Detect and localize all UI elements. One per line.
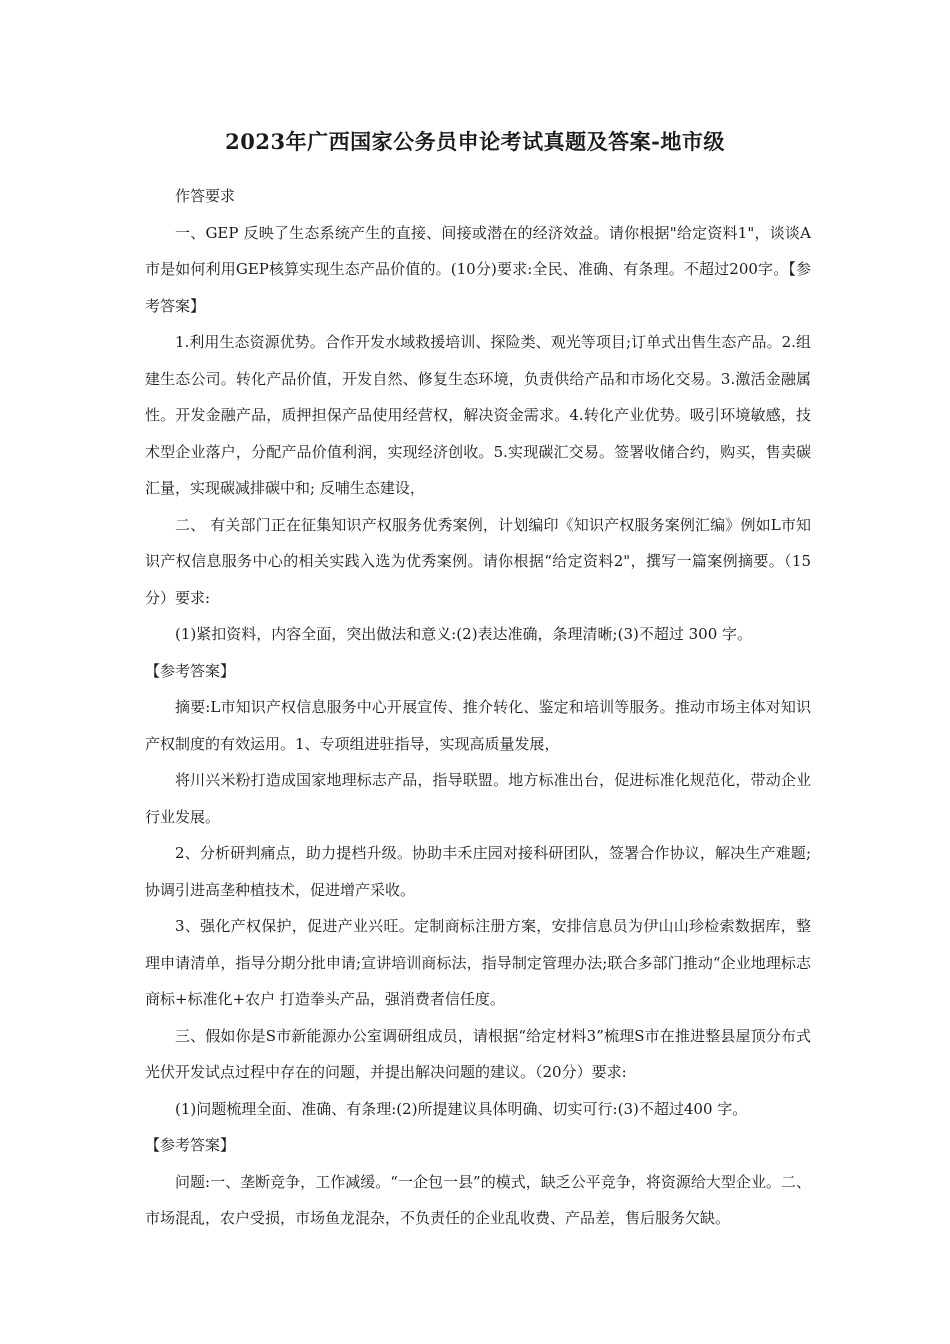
paragraph: 【参考答案】: [145, 661, 236, 680]
paragraph: 作答要求: [175, 187, 236, 205]
paragraph: 1.利用生态资源优势。合作开发水域救援培训、探险类、观光等项目;订单式出售生态产品。2.组建生态公司。转化产品价值，开发自然、修复生态环境，负责供给产品和市场化交易。3.激活金融属性。开发金融产品，质押担保产品使用经营权，解决资金需求。4.转化产业优势。吸引环境敏感，技术型企业落户，分配产品价值利润，实现经济创收。5.实现碳汇交易。签署收储合约，购买，售卖碳汇量，实现碳减排碳中和; 反哺生态建设，: [145, 333, 811, 497]
paragraph: 摘要:L市知识产权信息服务中心开展宣传、推介转化、鉴定和培训等服务。推动市场主体对知识产权制度的有效运用。1、专项组进驻指导，实现高质量发展，: [145, 698, 811, 753]
document-body: [145, 178, 811, 1237]
paragraph: 三、假如你是S市新能源办公室调研组成员，请根据“给定材料3”梳理S市在推进整县屋顶分布式光伏开发试点过程中存在的问题，并提出解决问题的建议。（20分）要求:: [145, 1026, 811, 1081]
paragraph: (1)问题梳理全面、准确、有条理:(2)所提建议具体明确、切实可行:(3)不超过400 字。: [175, 1099, 748, 1118]
paragraph: 【参考答案】: [145, 1136, 236, 1154]
document-title: 2023年广西国家公务员申论考试真题及答案-地市级: [225, 129, 725, 154]
paragraph: (1)紧扣资料，内容全面，突出做法和意义:(2)表达准确，条理清晰;(3)不超过 300 字。: [175, 625, 753, 643]
paragraph: 二、 有关部门正在征集知识产权服务优秀案例，计划编印《知识产权服务案例汇编》例如L市知识产权信息服务中心的相关实践入选为优秀案例。请你根据“给定资料2"，撰写一篇案例摘要。（15分）要求:: [145, 515, 811, 607]
paragraph: 将川兴米粉打造成国家地理标志产品，指导联盟。地方标准出台，促进标准化规范化，带动企业行业发展。: [145, 771, 811, 826]
paragraph: 问题:一、垄断竞争，工作减缓。“一企包一县”的模式，缺乏公平竞争，将资源给大型企业。二、市场混乱，农户受损，市场鱼龙混杂，不负责任的企业乱收费、产品差，售后服务欠缺。: [145, 1172, 811, 1227]
paragraph: 3、强化产权保护，促进产业兴旺。定制商标注册方案，安排信息员为伊山山珍检索数据库，整理申请清单，指导分期分批申请;宣讲培训商标法，指导制定管理办法;联合多部门推动“企业地理标志商标+标准化+农户 打造拳头产品，强消费者信任度。: [145, 917, 811, 1008]
paragraph: 一、GEP 反映了生态系统产生的直接、间接或潜在的经济效益。请你根据"给定资料1"，谈谈A市是如何利用GEP核算实现生态产品价值的。(10分)要求:全民、准确、有条理。不超过200字。【参考答案】: [145, 223, 811, 315]
paragraph: 2、分析研判痛点，助力提档升级。协助丰禾庄园对接科研团队，签署合作协议，解决生产难题; 协调引进高垄种植技术，促进增产采收。: [145, 844, 811, 899]
